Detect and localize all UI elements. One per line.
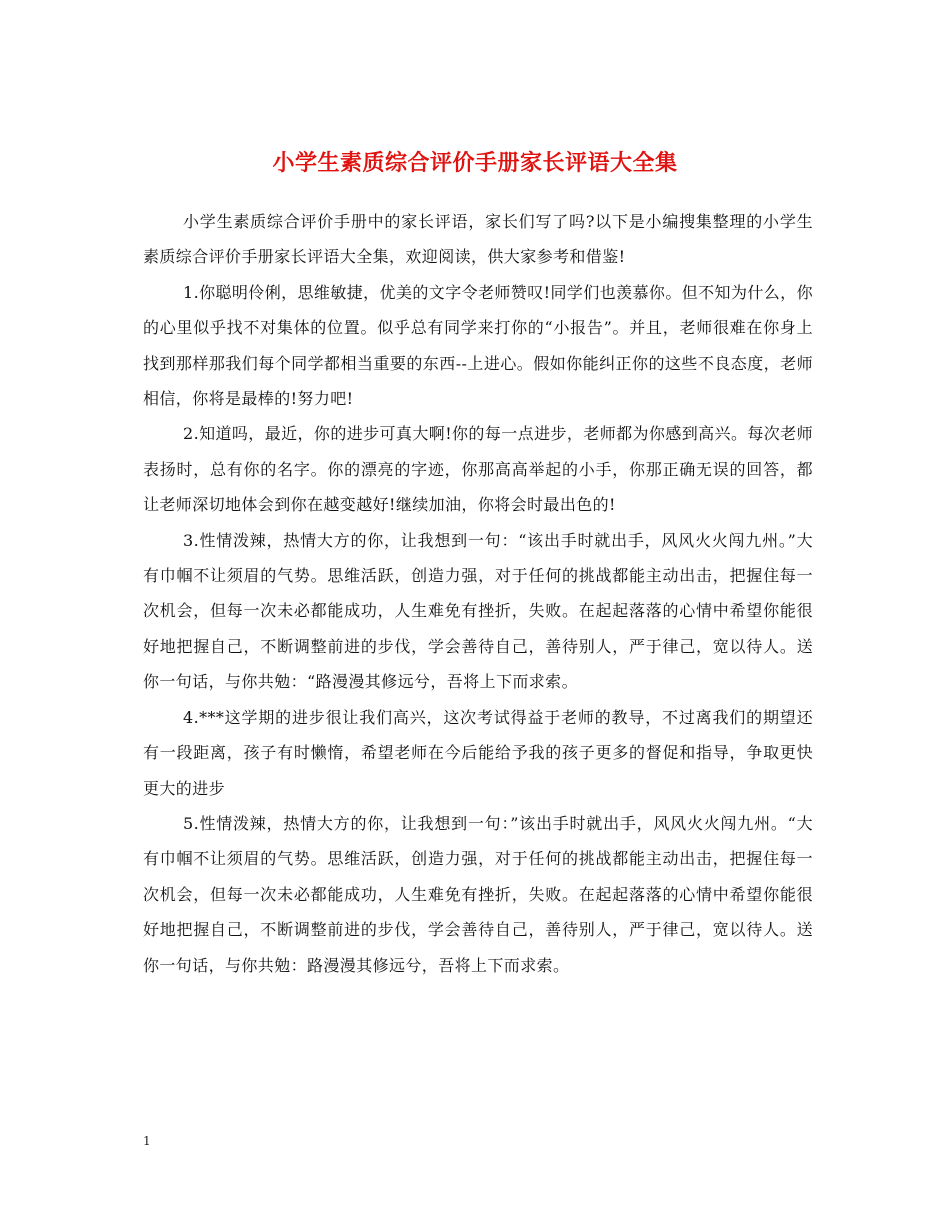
comment-paragraph-2: 2.知道吗，最近，你的进步可真大啊!你的每一点进步，老师都为你感到高兴。每次老师表扬时，总有你的名字。你的漂亮的字迹，你那高高举起的小手，你那正确无误的回答，都让老师深切地体会到你在越变越好!继续加油，你将会时最出色的!: [143, 424, 813, 515]
comment-paragraph-4: 4.***这学期的进步很让我们高兴，这次考试得益于老师的教导，不过离我们的期望还有一段距离，孩子有时懒惰，希望老师在今后能给予我的孩子更多的督促和指导，争取更快更大的进步: [143, 707, 813, 798]
comment-paragraph-1: 1.你聪明伶俐，思维敏捷，优美的文字令老师赞叹!同学们也羡慕你。但不知为什么，你的心里似乎找不对集体的位置。似乎总有同学来打你的“小报告”。并且，老师很难在你身上找到那样那我们每个同学都相当重要的东西--上进心。假如你能纠正你的这些不良态度，老师相信，你将是最棒的!努力吧!: [143, 282, 813, 409]
comment-paragraph-3: 3.性情泼辣，热情大方的你，让我想到一句：“该出手时就出手，风风火火闯九州。”大有巾帼不让须眉的气势。思维活跃，创造力强，对于任何的挑战都能主动出击，把握住每一次机会，但每一次未必都能成功，人生难免有挫折，失败。在起起落落的心情中希望你能很好地把握自己，不断调整前进的步伐，学会善待自己，善待别人，严于律己，宽以待人。送你一句话，与你共勉：“路漫漫其修远兮，吾将上下而求索。: [143, 530, 813, 692]
document-body: [143, 204, 813, 983]
document-title: 小学生素质综合评价手册家长评语大全集: [272, 149, 678, 176]
page-number: 1: [143, 1134, 151, 1148]
comment-paragraph-5: 5.性情泼辣，热情大方的你，让我想到一句：”该出手时就出手，风风火火闯九州。“大有巾帼不让须眉的气势。思维活跃，创造力强，对于任何的挑战都能主动出击，把握住每一次机会，但每一次未必都能成功，人生难免有挫折，失败。在起起落落的心情中希望你能很好地把握自己，不断调整前进的步伐，学会善待自己，善待别人，严于律己，宽以待人。送你一句话，与你共勉：路漫漫其修远兮，吾将上下而求索。: [143, 813, 813, 975]
intro-paragraph: 小学生素质综合评价手册中的家长评语，家长们写了吗?以下是小编搜集整理的小学生素质综合评价手册家长评语大全集，欢迎阅读，供大家参考和借鉴!: [143, 212, 813, 267]
